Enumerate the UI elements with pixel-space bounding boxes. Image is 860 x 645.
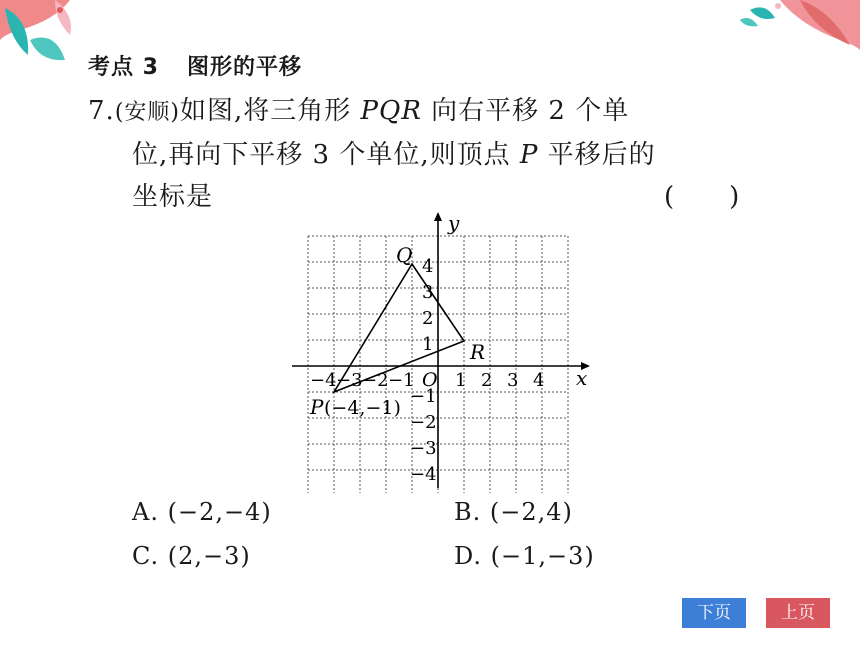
- y-tick-label: −4: [410, 464, 437, 485]
- vertex-Q-label: Q: [396, 243, 413, 267]
- option-c[interactable]: C. (2,−3): [132, 542, 251, 570]
- question-line-2: [132, 134, 656, 171]
- y-tick-label: −1: [410, 386, 437, 407]
- next-page-button[interactable]: 下页: [682, 598, 746, 628]
- question-text: 位,再向下平移 3 个单位,则顶点: [132, 140, 520, 170]
- question-text: 坐标是: [132, 182, 214, 212]
- x-axis-label: x: [576, 366, 588, 390]
- question-number: 7.: [88, 96, 115, 126]
- option-b[interactable]: B. (−2,4): [454, 498, 573, 526]
- y-tick-label: 2: [422, 308, 434, 329]
- question-line-3: [132, 176, 213, 213]
- x-tick-label: −4: [310, 370, 337, 391]
- question-text: 如图,将三角形: [179, 96, 361, 126]
- answer-blank: ( ): [664, 182, 741, 212]
- x-tick-label: −2: [362, 370, 389, 391]
- corner-decoration-right: [730, 0, 860, 75]
- x-tick-label: −3: [336, 370, 363, 391]
- x-tick-label: 2: [481, 370, 493, 391]
- x-tick-label: −1: [388, 370, 415, 391]
- vertex-name: P: [519, 140, 539, 170]
- section-label: 考点 3: [88, 55, 159, 80]
- y-axis-label: y: [448, 211, 460, 235]
- section-title: 图形的平移: [186, 55, 302, 80]
- option-d[interactable]: D. (−1,−3): [454, 542, 595, 570]
- y-tick-label: 4: [422, 256, 434, 277]
- question-line-1: [88, 90, 629, 127]
- vertex-P-coords: (−4,−1): [324, 397, 401, 419]
- x-tick-label: 1: [455, 370, 467, 391]
- question-source: (安顺): [114, 100, 180, 125]
- y-tick-label: 1: [422, 334, 434, 355]
- vertex-R-label: R: [470, 340, 486, 364]
- origin-label: O: [422, 369, 438, 391]
- question-text: 向右平移 2 个单: [421, 96, 630, 126]
- y-tick-label: −2: [410, 412, 437, 433]
- question-text: 平移后的: [538, 140, 656, 170]
- section-heading: [88, 50, 302, 81]
- previous-page-button[interactable]: 上页: [766, 598, 830, 628]
- coordinate-figure: [290, 208, 600, 493]
- vertex-P-label: P: [310, 395, 324, 419]
- triangle-name: PQR: [360, 96, 422, 126]
- y-tick-label: 3: [422, 282, 434, 303]
- x-tick-label: 4: [533, 370, 545, 391]
- option-a[interactable]: A. (−2,−4): [132, 498, 272, 526]
- x-tick-label: 3: [507, 370, 519, 391]
- y-tick-label: −3: [410, 438, 437, 459]
